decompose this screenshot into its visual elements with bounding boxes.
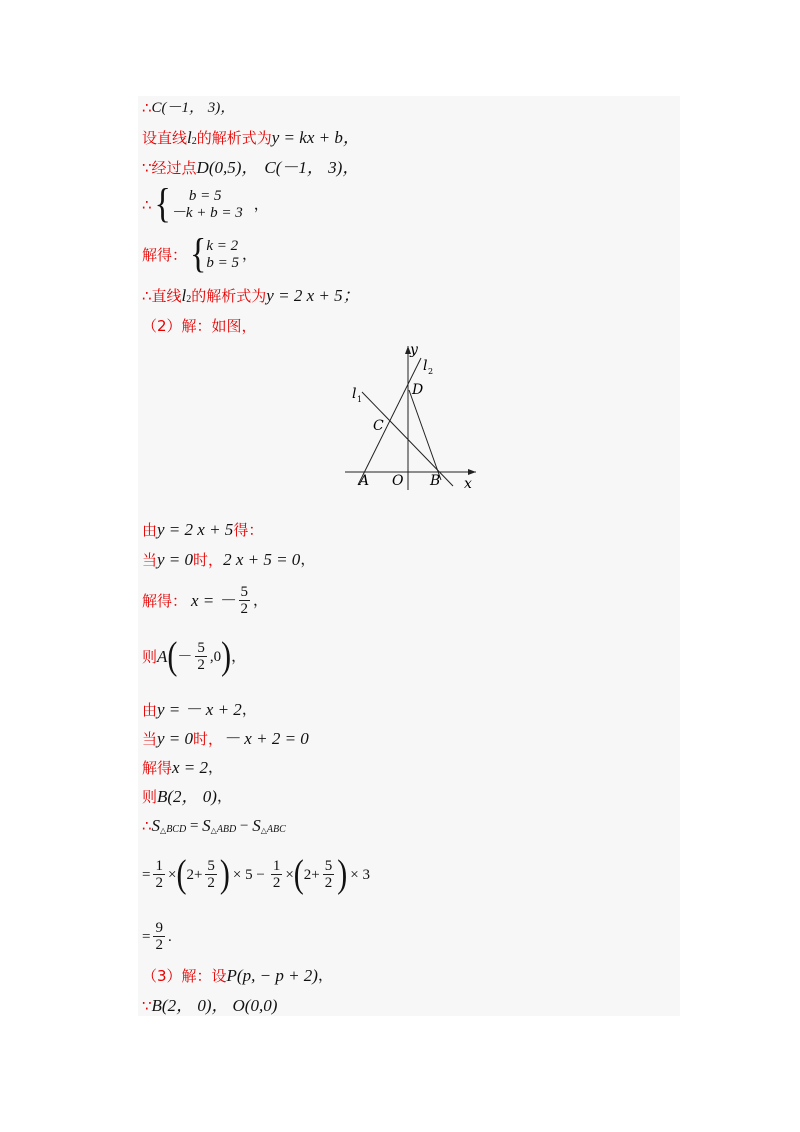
- line-set-l2: [142, 128, 360, 148]
- tail-comma: ，: [216, 789, 232, 805]
- tail-comma: ，: [253, 592, 269, 609]
- x-axis-arrow: [468, 469, 476, 475]
- fraction: [239, 584, 251, 617]
- label-l1-sub: 1: [357, 395, 363, 404]
- denominator: 2: [272, 875, 281, 891]
- equation: y = kx + b，: [271, 128, 360, 147]
- fraction-half-2: [271, 858, 283, 891]
- equation-2: － x + 2 = 0: [223, 729, 309, 748]
- equation: y = 0: [157, 729, 194, 748]
- line-point-b: [142, 787, 232, 807]
- text-prefix: 当: [142, 551, 158, 569]
- line-l2-right: [409, 390, 441, 480]
- tail-period: .: [167, 928, 172, 945]
- point-b: B(2， 0)，: [151, 996, 229, 1015]
- text-prefix: 由: [142, 521, 158, 539]
- text-mid: 的解析式为: [196, 129, 272, 147]
- denominator: 2: [207, 875, 215, 891]
- coordinate-diagram: [340, 340, 480, 490]
- line-from-eq-2: [142, 700, 257, 720]
- line-passes-through: [142, 158, 359, 178]
- minus-sign: −: [236, 818, 253, 834]
- left-brace: {: [154, 182, 171, 227]
- line-c-point: [142, 98, 235, 118]
- equals-sign: =: [142, 928, 151, 945]
- solution-system: [190, 232, 239, 277]
- denominator: 2: [155, 937, 163, 953]
- label-a: A: [359, 473, 370, 489]
- text-prefix: 由: [142, 701, 158, 719]
- line-solve-system: [142, 232, 257, 277]
- area-s-abd: S: [202, 816, 211, 835]
- line-area-calc: [142, 852, 370, 896]
- fraction: [195, 640, 207, 673]
- part-2-heading: （2）解：如图，: [142, 317, 257, 335]
- left-paren: (: [293, 852, 304, 896]
- label-c: C: [373, 418, 384, 434]
- text-mid: 的解析式为: [191, 287, 267, 305]
- triangle-symbol: △: [260, 826, 267, 835]
- two-plus: 2+: [303, 866, 320, 883]
- numerator: 5: [197, 640, 205, 656]
- numerator: 9: [155, 920, 163, 936]
- label-x: x: [464, 476, 472, 490]
- therefore-symbol: ∴: [142, 817, 152, 835]
- tail-comma: ，: [317, 968, 333, 984]
- subscript-abd: ABD: [216, 824, 237, 835]
- line-area-result: [142, 920, 172, 953]
- tail-comma: ，: [253, 197, 269, 213]
- line-when-y0-2: [142, 729, 309, 749]
- coordinate-rest: ,0: [209, 648, 222, 665]
- numerator: 1: [155, 858, 163, 874]
- system-row-1: k = 2: [206, 238, 239, 254]
- denominator: 2: [197, 657, 205, 673]
- tail-comma: ，: [300, 552, 316, 568]
- part-3-heading: （3）解：设: [142, 967, 227, 985]
- left-paren: (: [176, 852, 187, 896]
- line-solve-x-2: [142, 758, 223, 778]
- line-l2-result: [142, 286, 360, 306]
- equation: y = 2 x + 5；: [266, 286, 360, 305]
- two-plus: 2+: [186, 866, 203, 883]
- line-because-points: [142, 996, 277, 1016]
- line-point-a: [142, 634, 247, 678]
- line-subscript: 2: [186, 294, 192, 305]
- fraction-half: [153, 858, 165, 891]
- triangle-symbol: △: [160, 826, 167, 835]
- line-part-2: [142, 316, 257, 336]
- times-sign: ×: [167, 866, 177, 883]
- label-l2-sub: 2: [428, 367, 434, 376]
- numerator: 5: [207, 858, 215, 874]
- x-equals: x = －: [191, 590, 236, 610]
- system-rows: [206, 238, 239, 272]
- label-b: B: [430, 473, 441, 489]
- equation: y = 2 x + 5: [157, 520, 234, 539]
- fraction-nine-halves: [153, 920, 165, 953]
- label-o: O: [392, 473, 404, 489]
- point-b: B(2， 0): [157, 787, 217, 806]
- line-subscript: 2: [191, 136, 197, 147]
- text-tail: 得：: [233, 521, 264, 539]
- line-from-eq: [142, 520, 263, 540]
- equation-system: [154, 182, 243, 227]
- label-y: y: [410, 342, 418, 358]
- equation-2: 2 x + 5 = 0: [223, 550, 301, 569]
- tail-comma: ，: [241, 247, 257, 263]
- line-when-y0: [142, 550, 315, 570]
- area-s-abc: S: [252, 816, 261, 835]
- label-l1: l: [352, 386, 357, 402]
- solve-label: 解得: [142, 759, 173, 777]
- equals-sign: =: [142, 866, 151, 883]
- equation: x = 2: [172, 758, 209, 777]
- line-l2-left: [358, 358, 424, 485]
- area-s-bcd: S: [151, 816, 161, 835]
- point-p: P(p, − p + 2): [226, 966, 318, 985]
- left-paren: (: [167, 634, 178, 678]
- denominator: 2: [240, 601, 249, 617]
- line-solve-x: [142, 584, 268, 617]
- text-prefix: ∵经过点: [142, 159, 197, 177]
- therefore-symbol: ∴: [142, 99, 152, 117]
- minus-sign: －: [177, 648, 193, 665]
- because-symbol: ∵: [142, 997, 152, 1015]
- equals-sign: =: [186, 818, 203, 834]
- line-part-3: [142, 966, 333, 986]
- text-prefix: 则: [142, 788, 158, 806]
- label-d: D: [412, 382, 424, 398]
- line-symbol: l: [187, 128, 192, 147]
- equation: y = 0: [157, 550, 194, 569]
- times-three: × 3: [350, 866, 370, 883]
- system-rows: [171, 188, 243, 222]
- fraction-five-halves: [205, 858, 217, 891]
- solve-label: 解得：: [142, 591, 188, 610]
- times-sign: ×: [285, 866, 294, 883]
- text-prefix: ∴直线: [142, 287, 182, 305]
- point-label: A: [157, 646, 168, 666]
- point-c: C(－1， 3)，: [264, 158, 360, 177]
- numerator: 5: [324, 858, 333, 874]
- solve-label: 解得：: [142, 246, 188, 264]
- tail-comma: ，: [208, 760, 224, 776]
- system-row-2: b = 5: [206, 255, 239, 271]
- system-row-2: －k + b = 3: [170, 205, 243, 221]
- line-area-formula: [142, 816, 286, 836]
- times-five-minus: × 5 −: [232, 866, 265, 883]
- denominator: 2: [324, 875, 333, 891]
- triangle-symbol: △: [210, 826, 217, 835]
- tail-comma: ，: [241, 702, 257, 718]
- numerator: 5: [240, 584, 249, 600]
- right-paren: ): [221, 634, 232, 678]
- label-l2: l: [423, 358, 428, 374]
- subscript-abc: ABC: [266, 824, 286, 835]
- right-paren: ): [337, 852, 348, 896]
- fraction-five-halves-2: [323, 858, 335, 891]
- text-mid: 时，: [193, 551, 224, 569]
- left-brace: {: [190, 232, 207, 277]
- subscript-bcd: BCD: [166, 824, 187, 835]
- equation: y = － x + 2: [157, 700, 242, 719]
- system-row-1: b = 5: [188, 188, 222, 204]
- point-o: O(0,0): [232, 996, 278, 1015]
- text-prefix: 当: [142, 730, 158, 748]
- right-paren: ): [219, 852, 230, 896]
- text-prefix: 则: [142, 647, 158, 666]
- c-coordinates: C(－1， 3)，: [151, 100, 236, 116]
- numerator: 1: [272, 858, 281, 874]
- tail-comma: ，: [231, 648, 247, 665]
- therefore-symbol: ∴: [142, 196, 152, 214]
- line-symbol: l: [181, 286, 187, 305]
- text-mid: 时，: [193, 730, 224, 748]
- line-system-1: [142, 182, 269, 227]
- point-d: D(0,5)，: [196, 158, 259, 177]
- text-prefix: 设直线: [142, 129, 188, 147]
- denominator: 2: [155, 875, 163, 891]
